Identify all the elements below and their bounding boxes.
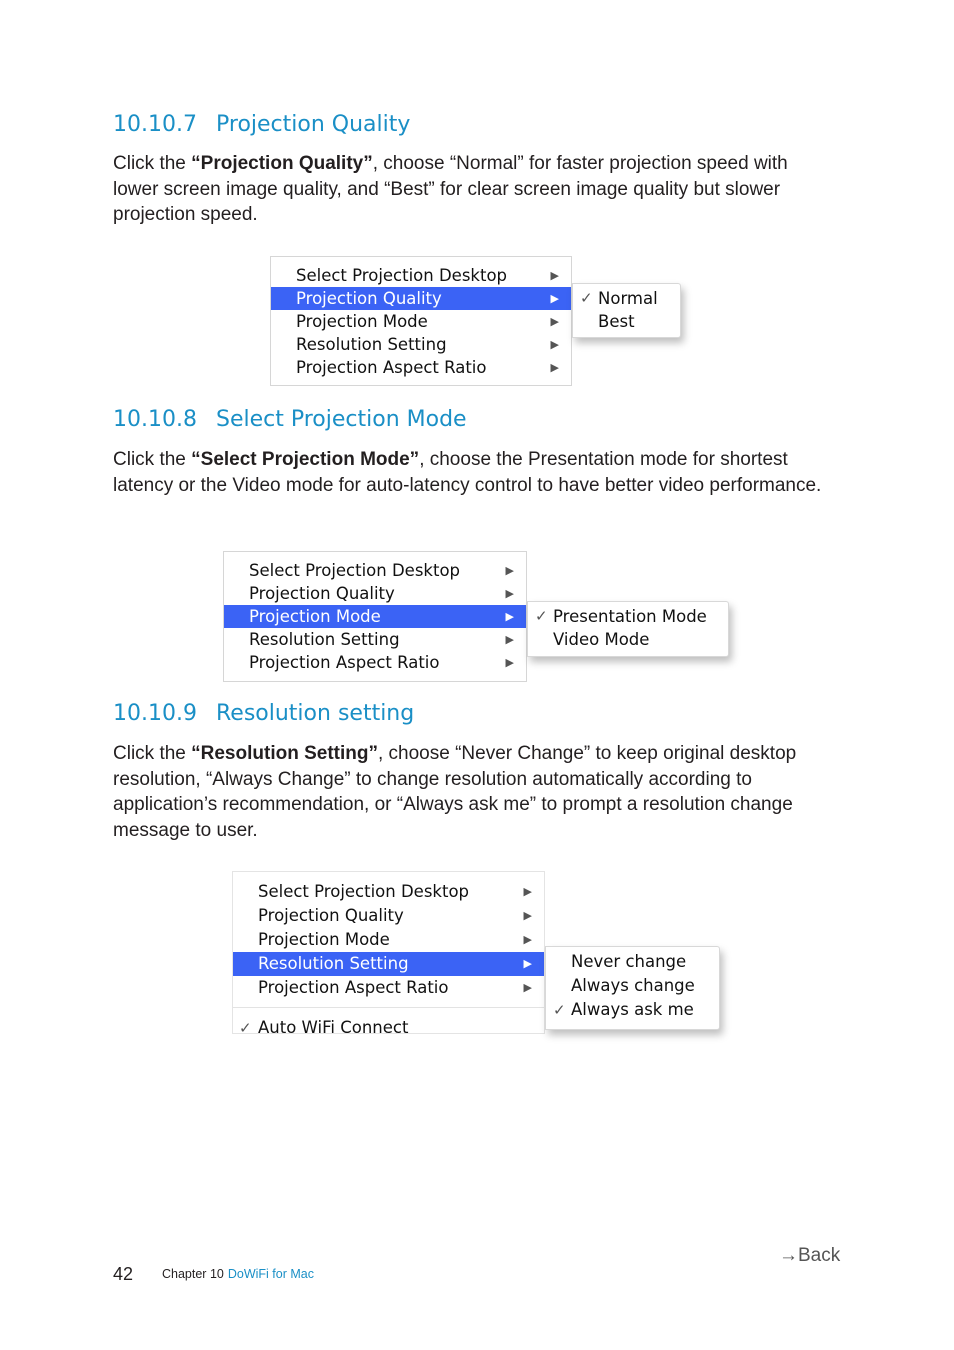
section-title: Select Projection Mode [216,407,467,432]
section-number: 10.10.7 [113,112,197,137]
checkmark-icon: ✓ [580,289,593,307]
submenu-item-normal[interactable] [573,287,680,310]
section-title: Projection Quality [216,112,411,137]
menu-item-select-projection-desktop[interactable] [271,264,571,287]
arrow-right-icon: ▶ [550,361,559,374]
menu-item-resolution-setting[interactable] [233,952,544,976]
para-text: Click the [113,153,192,174]
back-link[interactable]: →Back [779,1245,841,1266]
menu-item-projection-aspect-ratio[interactable] [233,976,544,1000]
submenu-item-label: Video Mode [553,630,650,649]
section-heading-projection-quality [113,112,410,137]
section-number: 10.10.8 [113,407,197,432]
section-heading-resolution-setting [113,701,414,726]
para-bold-term: “Select Projection Mode” [191,449,420,470]
menu-item-label: Projection Quality [296,289,442,308]
menu-item-projection-aspect-ratio[interactable] [224,651,526,674]
menu-item-label: Projection Quality [249,584,395,603]
menu-item-label: Resolution Setting [258,954,409,973]
menu-item-select-projection-desktop[interactable] [224,559,526,582]
para-text: Click the [113,449,192,470]
section-title: Resolution setting [216,701,415,726]
menu-item-resolution-setting[interactable] [224,628,526,651]
arrow-right-icon: ▶ [505,656,514,669]
submenu-item-never-change[interactable] [546,950,719,974]
arrow-right-icon: ▶ [550,338,559,351]
submenu-item-label: Presentation Mode [553,607,707,626]
menu-item-label: Projection Mode [258,930,390,949]
menu-screenshot-resolution [232,871,545,1037]
arrow-right-icon: ▶ [505,564,514,577]
chapter-number: Chapter 10 [162,1267,224,1281]
menu-separator [233,1007,544,1008]
menu-item-label: Projection Mode [296,312,428,331]
menu-item-label: Select Projection Desktop [258,882,470,901]
chapter-title: DoWiFi for Mac [227,1267,314,1281]
arrow-right-icon: ▶ [523,885,532,898]
section-paragraph [113,741,843,844]
checkmark-icon: ✓ [535,607,548,625]
menu-item-projection-quality[interactable] [233,904,544,928]
section-paragraph [113,447,833,498]
chapter-label [162,1267,314,1281]
submenu-item-label: Normal [598,289,658,308]
para-bold-term: “Projection Quality” [191,153,373,174]
menu-item-label: Projection Aspect Ratio [258,978,449,997]
para-text: , choose “Never Change” to keep original desktop resolution, “Always Change” to change resolution automatically according to application’s recommendation, or “Always ask me” to prompt a resolution change message to user. [113,743,797,842]
submenu-item-label: Best [598,312,635,331]
arrow-right-icon: ▶ [523,981,532,994]
menu-item-label: Projection Aspect Ratio [296,358,487,377]
arrow-right-icon: ▶ [550,292,559,305]
menu-item-select-projection-desktop[interactable] [233,880,544,904]
submenu-item-label: Never change [571,952,687,971]
submenu-item-always-ask-me[interactable] [546,998,719,1022]
section-heading-select-projection-mode [113,407,467,432]
arrow-right-icon: ▶ [523,909,532,922]
menu-screenshot-mode [223,551,527,682]
submenu-quality [572,283,681,338]
submenu-item-presentation-mode[interactable] [528,605,728,628]
submenu-item-always-change[interactable] [546,974,719,998]
page-number: 42 [113,1264,134,1284]
checkmark-icon: ✓ [239,1019,252,1037]
checkmark-icon: ✓ [553,1001,566,1019]
arrow-right-icon: ▶ [550,315,559,328]
section-paragraph [113,151,833,228]
menu-screenshot-quality [270,256,572,386]
menu-item-auto-wifi-connect[interactable] [233,1016,544,1040]
submenu-item-video-mode[interactable] [528,628,728,651]
para-text: , choose “Normal” for faster projection speed with lower screen image quality, and “Best” for clear screen image quality but slower projection speed. [113,153,788,226]
menu-item-resolution-setting[interactable] [271,333,571,356]
submenu-item-best[interactable] [573,310,680,333]
menu-item-label: Select Projection Desktop [249,561,461,580]
menu-item-label: Auto WiFi Connect [258,1018,409,1037]
submenu-mode [527,601,729,657]
menu-item-label: Projection Aspect Ratio [249,653,440,672]
arrow-right-icon: ▶ [523,933,532,946]
menu-item-label: Projection Mode [249,607,381,626]
menu-item-label: Resolution Setting [296,335,447,354]
menu-item-label: Projection Quality [258,906,404,925]
menu-item-projection-quality[interactable] [271,287,571,310]
submenu-item-label: Always ask me [571,1000,694,1019]
arrow-right-icon: ▶ [505,633,514,646]
submenu-item-label: Always change [571,976,695,995]
arrow-right-icon: ▶ [523,957,532,970]
arrow-right-icon: ▶ [505,610,514,623]
arrow-right-icon: ▶ [550,269,559,282]
menu-item-projection-mode[interactable] [224,605,526,628]
section-number: 10.10.9 [113,701,197,726]
menu-item-projection-mode[interactable] [233,928,544,952]
menu-item-projection-aspect-ratio[interactable] [271,356,571,379]
submenu-resolution [545,946,720,1030]
para-text: Click the [113,743,192,764]
menu-item-projection-quality[interactable] [224,582,526,605]
para-text: , choose the Presentation mode for shortest latency or the Video mode for auto-latency control to have better video performance. [113,449,822,496]
arrow-right-icon: ▶ [505,587,514,600]
menu-item-label: Resolution Setting [249,630,400,649]
menu-item-projection-mode[interactable] [271,310,571,333]
menu-item-label: Select Projection Desktop [296,266,508,285]
para-bold-term: “Resolution Setting” [191,743,378,764]
